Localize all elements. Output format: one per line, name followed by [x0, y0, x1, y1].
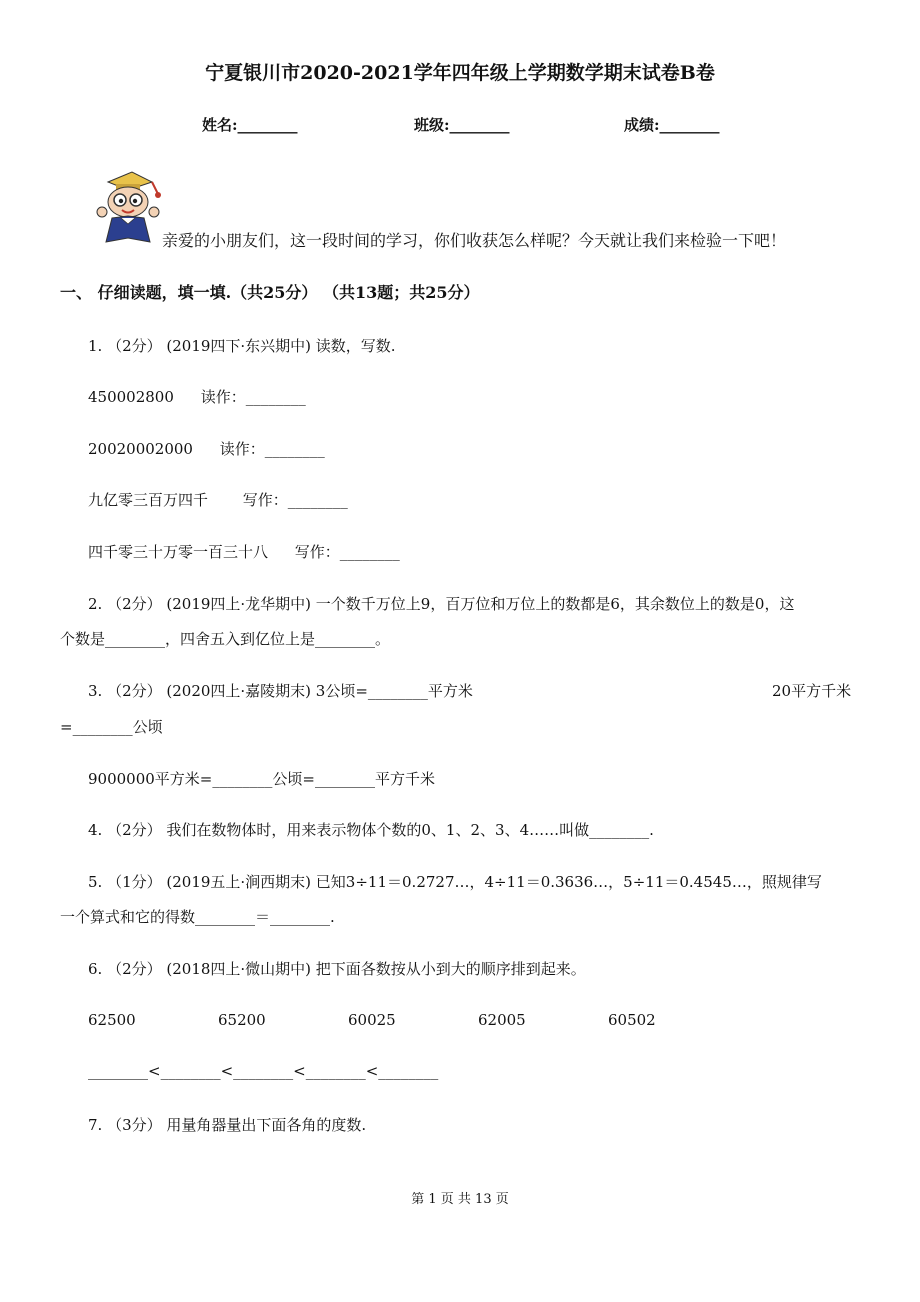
question-5-line-1: 5. （1分） (2019五上·涧西期末) 已知3÷11＝0.2727…，4÷11＝0.3636…，5÷11＝0.4545…，照规律写: [88, 873, 822, 891]
q6-number-2: 65200: [218, 1011, 266, 1029]
score-label: 成绩:: [624, 116, 660, 134]
page-footer: 第 1 页 共 13 页: [411, 1192, 509, 1207]
q6-order-line: ________<________<________<________<________: [88, 1062, 439, 1080]
question-3-line-2: =________公顷: [60, 718, 163, 736]
question-7: 7. （3分） 用量角器量出下面各角的度数.: [88, 1116, 367, 1134]
question-3-line-3: 9000000平方米=________公顷=________平方千米: [88, 770, 435, 788]
q1-number-1: 450002800: [88, 388, 174, 406]
q1-line-2: [88, 438, 325, 459]
q1-number-3: 九亿零三百万四千: [88, 491, 209, 509]
q1-read-2: 读作：________: [219, 440, 325, 458]
q6-number-1: 62500: [88, 1011, 136, 1029]
question-2-line-2: 个数是________，四舍五入到亿位上是________。: [60, 630, 391, 648]
q1-read-1: 读作：________: [200, 388, 306, 406]
score-blank: ________: [659, 116, 720, 134]
class-blank: ________: [449, 116, 510, 134]
class-field: [414, 114, 510, 135]
question-2-line-1: 2. （2分） (2019四上·龙华期中) 一个数千万位上9，百万位和万位上的数都是6，其余数位上的数是0，这: [88, 595, 795, 613]
q1-write-3: 写作：________: [242, 491, 348, 509]
question-5-line-2: 一个算式和它的得数________＝________.: [60, 908, 335, 926]
q6-number-4: 62005: [478, 1011, 526, 1029]
class-label: 班级:: [414, 116, 450, 134]
question-3-line-1b: 20平方千米: [772, 682, 852, 700]
name-blank: ________: [237, 116, 298, 134]
q1-line-1: [88, 386, 306, 407]
q6-number-5: 60502: [608, 1011, 656, 1029]
question-3-line-1a: 3. （2分） (2020四上·嘉陵期末) 3公顷=________平方米: [88, 682, 473, 700]
question-6-head: 6. （2分） (2018四上·微山期中) 把下面各数按从小到大的顺序排到起来。: [88, 960, 586, 978]
section-heading: 一、 仔细读题，填一填.（共25分） （共13题；共25分）: [60, 283, 480, 302]
name-field: [202, 114, 298, 135]
question-1-head: 1. （2分） (2019四下·东兴期中) 读数，写数.: [88, 337, 396, 355]
q1-line-4: [88, 541, 400, 562]
name-label: 姓名:: [202, 116, 238, 134]
q1-number-2: 20020002000: [88, 440, 193, 458]
question-4: 4. （2分） 我们在数物体时，用来表示物体个数的0、1、2、3、4……叫做________.: [88, 821, 654, 839]
q1-write-4: 写作：________: [294, 543, 400, 561]
q6-number-3: 60025: [348, 1011, 396, 1029]
q1-line-3: [88, 489, 348, 510]
q1-number-4: 四千零三十万零一百三十八: [88, 543, 269, 561]
intro-text: 亲爱的小朋友们，这一段时间的学习，你们收获怎么样呢？今天就让我们来检验一下吧！: [162, 231, 787, 250]
mascot-icon: [88, 168, 168, 246]
score-field: [624, 114, 720, 135]
page-title: 宁夏银川市2020-2021学年四年级上学期数学期末试卷B卷: [205, 62, 715, 84]
